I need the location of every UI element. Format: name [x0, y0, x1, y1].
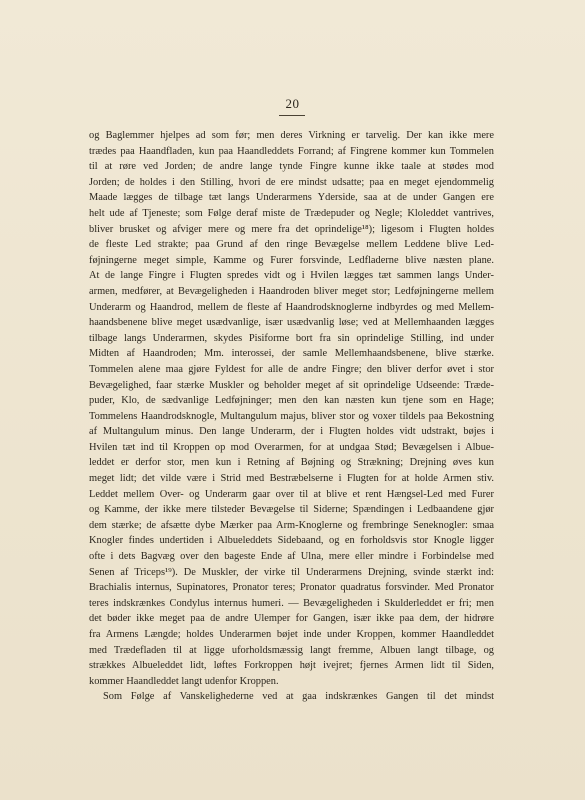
text-line: kommer Haandleddet langt udenfor Kroppen.	[89, 675, 279, 687]
text-line: ofte i dets Bagvæg over den bageste Ende af Ulna, mere eller mindre i Forbindelse med	[89, 551, 494, 563]
text-line: trædes paa Haandfladen, kun paa Haandleddets Forrand; af Fingrene kommer kun Tommelen	[89, 145, 494, 157]
text-line: Som Følge af Vanskelighederne ved at gaa indskrænkes Gangen til det mindst	[103, 691, 494, 703]
text-line: tilbage langs Underarmen, skydes Pisiforme bort fra sin oprindelige Stilling, ind under	[89, 332, 494, 344]
text-line: armen, medfører, at Bevægeligheden i Haandroden bliver meget stor; Ledføjningerne mellem	[89, 285, 494, 297]
text-line: At de lange Fingre i Flugten spredes vidt og i Hvilen lægges tæt sammen langs Under-	[89, 270, 494, 282]
text-line: Maade lægges de tilbage tæt langs Underarmens Yderside, saa at de under Gangen ere	[89, 192, 494, 204]
text-line: Senen af Triceps¹⁹). De Muskler, der virke til Underarmens Drejning, svinde stærkt ind:	[89, 566, 494, 578]
text-line: med Trædefladen til at ligge uforholdsmæssig langt fremme, Albuen langt tilbage, og	[89, 644, 494, 656]
text-line: og Baglemmer hjelpes ad som før; men deres Virkning er tarvelig. Der kan ikke mere	[89, 130, 494, 141]
text-line: føjningerne meget simple, Kamme og Furer forsvinde, Ledfladerne blive næsten plane.	[89, 254, 494, 266]
text-line: Leddet mellem Over- og Underarm gaar over til at blive et rent Hængsel-Led med Furer	[89, 488, 494, 500]
text-line: strækkes Albueleddet lidt, løftes Forkroppen højt ivejret; fjernes Armen lidt til Siden,	[89, 660, 494, 672]
page-number-rule	[279, 115, 305, 116]
text-line: Bevægelighed, faar stærke Muskler og beholder meget af sit oprindelige Udseende: Træde-	[89, 379, 494, 391]
text-line: Midten af Haandroden; Mm. interossei, der samle Mellemhaandsbenene, blive stærke.	[89, 348, 494, 360]
text-line: dem stærke; de afsætte dybe Mærker paa Arm-Knoglerne og frembringe Seneknogler: smaa	[89, 519, 494, 531]
text-line: og Kamme, der ikke mere tilsteder Bevægelse til Siderne; Spændingen i Ledbaandene gjør	[89, 504, 494, 516]
text-line: til at røre ved Jorden; de andre lange tynde Fingre kunne ikke taale at stødes mod	[89, 161, 494, 173]
text-line: Tommelen alene maa gjøre Fyldest for alle de andre Fingre; den bliver derfor øvet i stor	[89, 363, 494, 375]
text-line: det bøder ikke meget paa de andre Ulemper for Gangen, især ikke paa dem, der hidrøre	[89, 613, 494, 625]
text-line: de fleste Led strakte; paa Grund af den ringe Bevægelse mellem Leddene blive Led-	[89, 239, 494, 251]
text-line: teres indskrænkes Condylus internus humeri. — Bevægeligheden i Skulderleddet er fri; men	[89, 597, 494, 609]
text-line: bliver brusket og afviger mere og mere fra det oprindelige¹⁸); ligesom i Flugten holdes	[89, 223, 494, 235]
text-line: helt ude af Tjeneste; som Følge deraf miste de Trædepuder og Negle; Kloleddet vantrives,	[89, 207, 494, 219]
text-line: meget lidt; det vilde være i Strid med Bestræbelserne i Flugten for at holde Armen stiv.	[89, 473, 494, 485]
page-number: 20	[285, 96, 300, 111]
text-line: haandsbenene blive meget usædvanlige, især usædvanlig løse; ved at Mellemhaanden lægges	[89, 317, 494, 329]
text-line: af Multangulum minus. Den lange Underarm, der i Flugten holdes vidt udstrakt, bøjes i	[89, 426, 494, 438]
text-line: Brachialis internus, Supinatores, Pronator teres; Pronator quadratus forsvinder. Med Pronator	[89, 582, 494, 594]
text-line: fra Armens Længde; holdes Underarmen bøjet inde under Kroppen, kommer Haandleddet	[89, 629, 494, 640]
text-line: Tommelens Haandrodsknogle, Multangulum majus, bliver stor og voxer tildels paa Bekostning	[89, 410, 494, 422]
text-line: puder, Klo, de sædvanlige Ledføjninger; men den kan næsten kun tjene som en Hage;	[89, 395, 494, 407]
body-text	[89, 128, 494, 705]
text-line: Hvilen tæt ind til Kroppen op mod Overarmen, for at undgaa Stød; Bevægelsen i Albue-	[89, 441, 494, 453]
text-line: leddet er derfor stor, men kun i Retning af Bøjning og Strækning; Drejning øves kun	[89, 457, 494, 469]
text-line: Knogler findes undertiden i Albueleddets Sidebaand, og en forholdsvis stor Knogle ligger	[89, 535, 494, 547]
text-line: Jorden; de holdes i den Stilling, hvori de ere mindst udsatte; paa en meget ejendommelig	[89, 176, 494, 188]
text-line: Underarm og Haandrod, mellem de fleste af Haandrodsknoglerne indbyrdes og med Mellem-	[89, 301, 494, 313]
